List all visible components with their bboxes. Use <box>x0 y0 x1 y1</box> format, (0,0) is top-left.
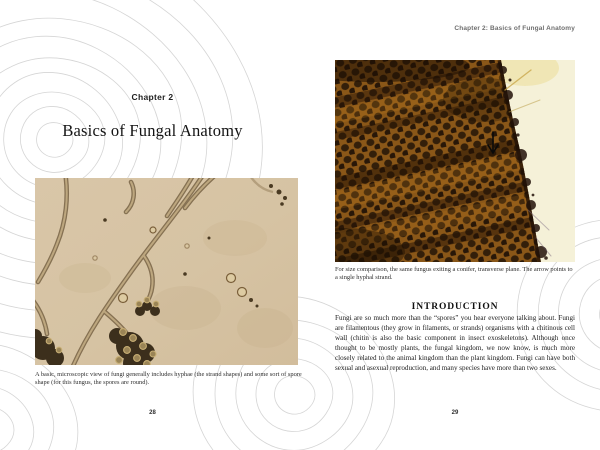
hyphae-micrograph-image <box>35 178 298 365</box>
chapter-label: Chapter 2 <box>131 92 174 102</box>
hyphae-micrograph-figure <box>35 178 298 365</box>
introduction-paragraph: Fungi are so much more than the “spores” you hear everyone talking about. Fungi are filamentous (they grow in filaments, or strands) organisms with a chitinous cell wall (chitin is also the basic component in insect exoskeletons). Although once thought to be mostly plants, the fungal kingdom, we now know, is much more closely related to the animal kingdom than the plant kingdom. Fungi can have both sexual and asexual reproduction, and many species have more than two sexes. <box>335 314 575 372</box>
left-figure-caption: A basic, microscopic view of fungi generally includes hyphae (the strand shapes) and some sort of spore shape (for this fungus, the spores are round). <box>35 371 302 387</box>
section-heading-introduction: INTRODUCTION <box>411 302 499 312</box>
conifer-micrograph-figure <box>335 60 575 262</box>
right-page-number: 29 <box>451 410 459 416</box>
conifer-micrograph-image <box>335 60 575 262</box>
right-figure-caption: For size comparison, the same fungus exiting a conifer, transverse plane. The arrow points to a single hyphal strand. <box>335 266 573 282</box>
left-page-number: 28 <box>149 410 156 416</box>
running-head: Chapter 2: Basics of Fungal Anatomy <box>454 25 575 32</box>
page-title: Basics of Fungal Anatomy <box>62 121 243 140</box>
